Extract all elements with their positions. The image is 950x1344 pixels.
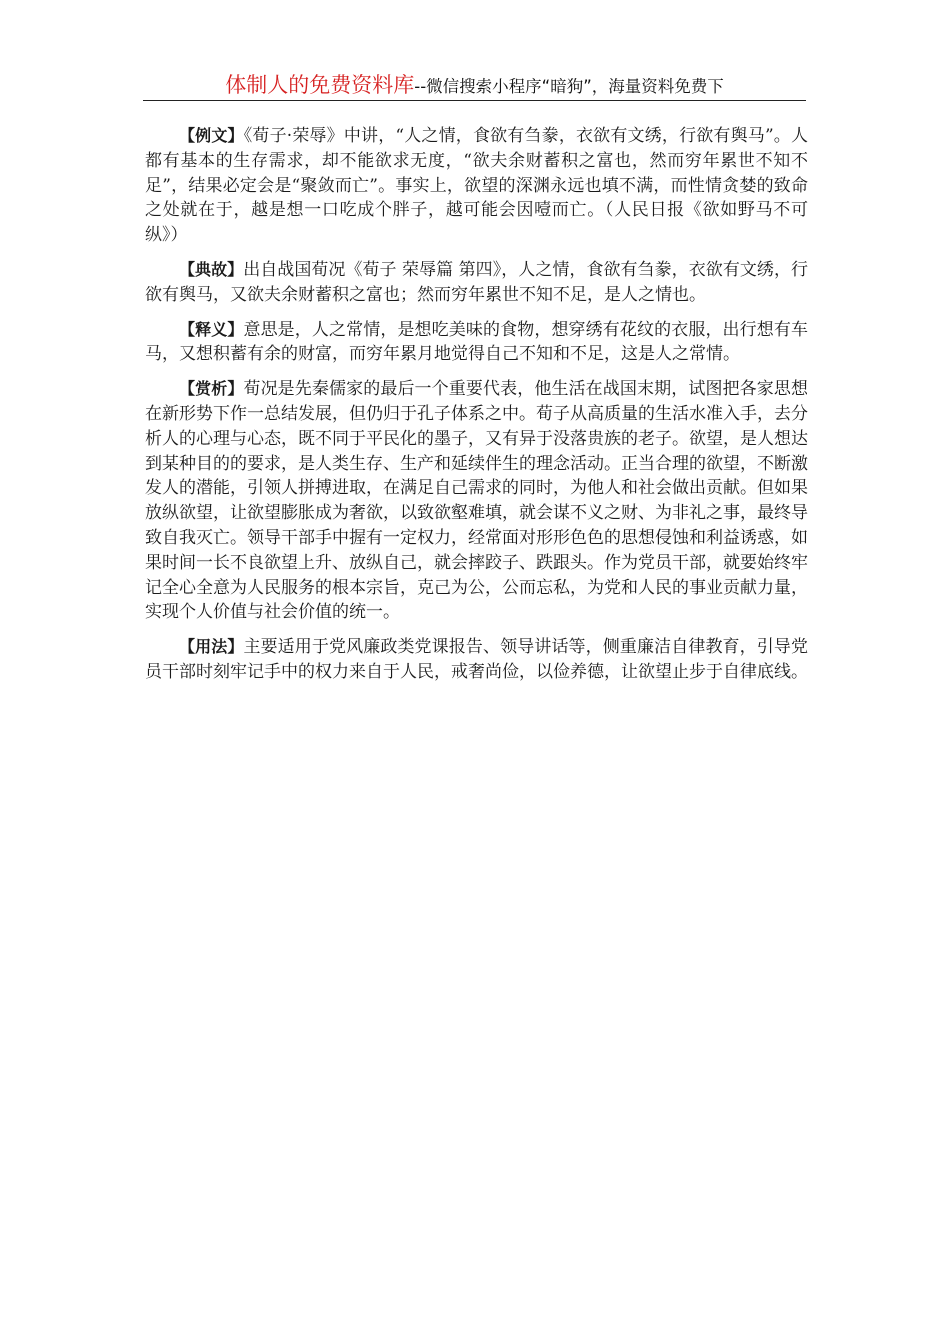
section-tag: 【用法】 <box>179 637 244 657</box>
section-tag: 【释义】 <box>179 319 244 339</box>
section-text: 主要适用于党风廉政类党课报告、领导讲话等，侧重廉洁自律教育，引导党员干部时刻牢记手中的权力来自于人民，戒奢尚俭，以俭养德，让欲望止步于自律底线。 <box>145 637 808 682</box>
section-example <box>145 124 808 248</box>
header-title: 体制人的免费资料库 <box>225 73 415 97</box>
page-header <box>143 70 806 101</box>
section-text: 意思是，人之常情，是想吃美味的食物，想穿绣有花纹的衣服，出行想有车马，又想积蓄有余的财富，而穷年累月地觉得自己不知和不足，这是人之常情。 <box>145 319 808 365</box>
section-tag: 【赏析】 <box>179 379 244 399</box>
section-tag: 【典故】 <box>179 259 244 279</box>
section-tag: 【例文】 <box>179 126 244 145</box>
section-allusion <box>145 258 808 308</box>
header-subtitle: --微信搜索小程序“暗狗”，海量资料免费下 <box>414 77 724 96</box>
section-text: 荀况是先秦儒家的最后一个重要代表，他生活在战国末期，试图把各家思想在新形势下作一总结发展，但仍归于孔子体系之中。荀子从高质量的生活水准入手，去分析人的心理与心态，既不同于平民化的墨子，又有异于没落贵族的老子。欲望，是人想达到某种目的的要求，是人类生存、生产和延续伴生的理念活动。正当合理的欲望，不断激发人的潜能，引领人拼搏进取，在满足自己需求的同时，为他人和社会做出贡献。但如果放纵欲望，让欲望膨胀成为奢欲，以致欲壑难填，就会谋不义之财、为非礼之事，最终导致自我灭亡。领导干部手中握有一定权力，经常面对形形色色的思想侵蚀和利益诱惑，如果时间一长不良欲望上升、放纵自己，就会摔跤子、跌跟头。作为党员干部，就要始终牢记全心全意为人民服务的根本宗旨，克己为公，公而忘私，为党和人民的事业贡献力量，实现个人价值与社会价值的统一。 <box>145 379 808 623</box>
section-usage <box>145 635 808 685</box>
section-text: 出自战国荀况《荀子 荣辱篇 第四》，人之情，食欲有刍豢，衣欲有文绣，行欲有舆马，又欲夫余财蓄积之富也；然而穷年累世不知不足，是人之情也。 <box>145 259 808 305</box>
document-body <box>145 124 808 695</box>
section-meaning <box>145 318 808 368</box>
section-text: 《荀子·荣辱》中讲，“人之情，食欲有刍豢，衣欲有文绣，行欲有舆马”。人都有基本的生存需求，却不能欲求无度，“欲夫余财蓄积之富也，然而穷年累世不知不足”，结果必定会是“聚敛而亡”。事实上，欲望的深渊永远也填不满，而性情贪婪的致命之处就在于，越是想一口吃成个胖子，越可能会因噎而亡。（人民日报《欲如野马不可纵》） <box>145 126 808 246</box>
section-analysis <box>145 377 808 625</box>
